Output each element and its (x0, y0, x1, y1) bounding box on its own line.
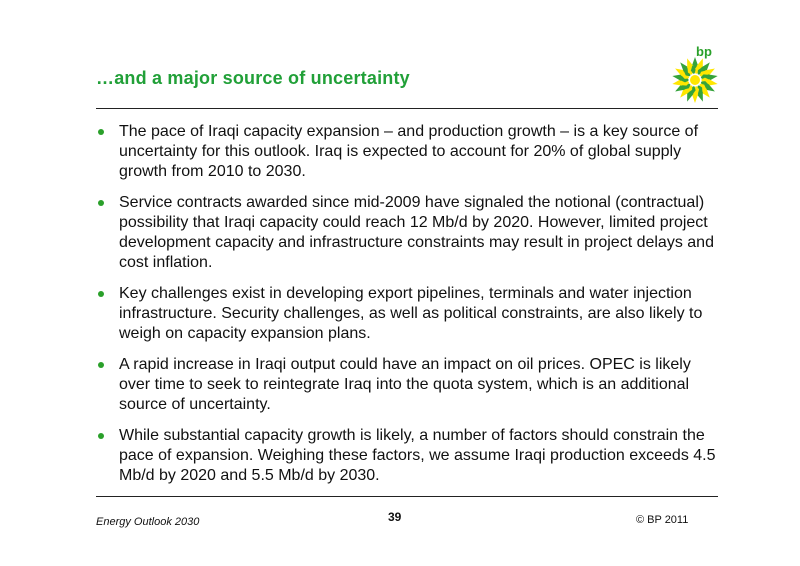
bullet-text: A rapid increase in Iraqi output could have an impact on oil prices. OPEC is likely over time to seek to reintegrate Iraq into the quota system, which is an additional source of uncertainty. (119, 356, 691, 413)
footer-title: Energy Outlook 2030 (96, 516, 200, 528)
bullet-dot-icon (98, 362, 104, 368)
bullet-text: While substantial capacity growth is likely, a number of factors should constrain the pace of expansion. Weighing these factors, we assume Iraqi production exceeds 4.5 Mb/d by 2020 and 5.5 Mb/d by 2030. (119, 427, 716, 484)
bullet-item (96, 122, 718, 182)
bullet-text: Key challenges exist in developing export pipelines, terminals and water injection infrastructure. Security challenges, as well as political constraints, are also likely to weigh on capacity expansion plans. (119, 285, 703, 342)
logo-text: bp (696, 44, 712, 59)
page-title: …and a major source of uncertainty (96, 68, 410, 88)
bullet-item (96, 284, 718, 344)
bullet-dot-icon (98, 291, 104, 297)
copyright: © BP 2011 (636, 514, 689, 526)
bullet-dot-icon (98, 129, 104, 135)
bullet-list (96, 122, 718, 497)
bullet-dot-icon (98, 200, 104, 206)
bullet-item (96, 426, 718, 486)
bullet-item (96, 193, 718, 273)
bullet-text: The pace of Iraqi capacity expansion – and production growth – is a key source of uncertainty for this outlook. Iraq is expected to account for 20% of global supply growth from 2010 to 2030. (119, 123, 699, 180)
bullet-text: Service contracts awarded since mid-2009 have signaled the notional (contractual) possibility that Iraqi capacity could reach 12 Mb/d by 2020. However, limited project development capacity and infrastructure constraints may result in project delays and cost inflation. (119, 194, 714, 271)
bullet-item (96, 355, 718, 415)
footer-divider (96, 496, 718, 497)
bullet-dot-icon (98, 433, 104, 439)
bp-helios-logo-icon (671, 56, 719, 104)
page-number: 39 (388, 510, 402, 524)
header-divider (96, 108, 718, 109)
